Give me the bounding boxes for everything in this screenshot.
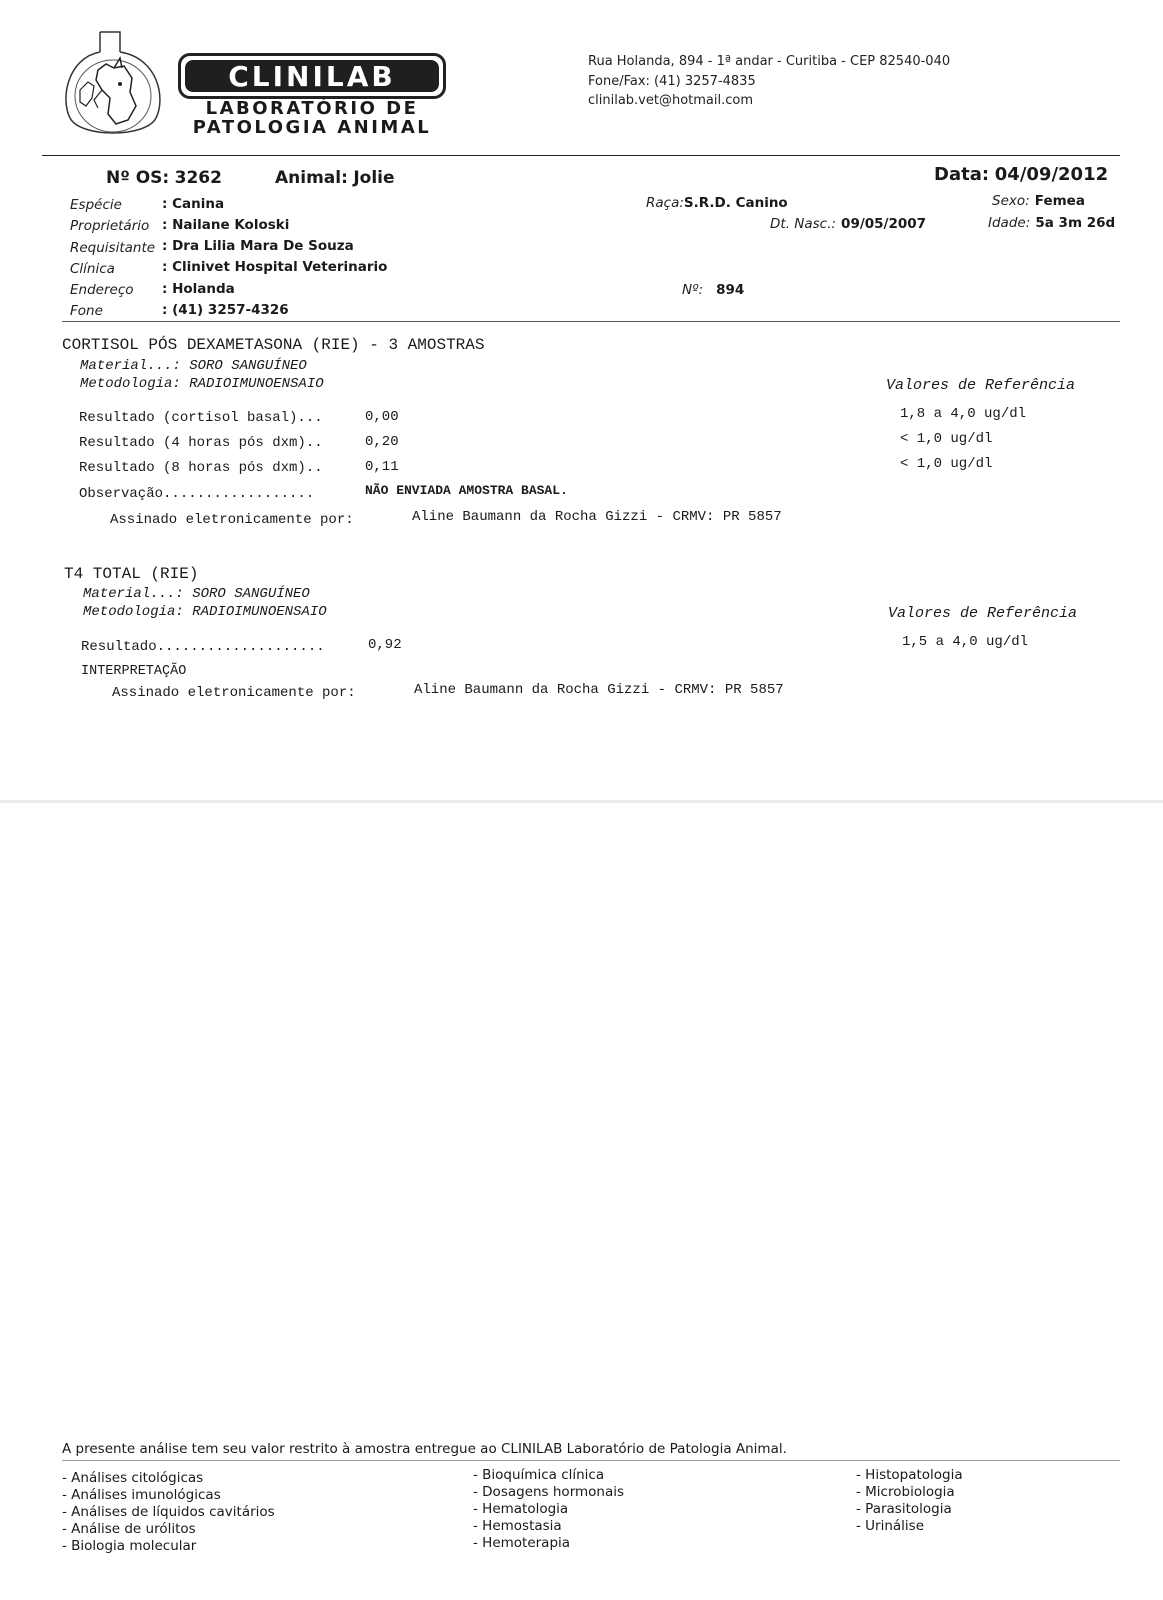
t4-result-ref: 1,5 a 4,0 ug/dl: [902, 634, 1029, 650]
lab-phone: Fone/Fax: (41) 3257-4835: [588, 74, 756, 89]
t4-signed-value: Aline Baumann da Rocha Gizzi - CRMV: PR 5857: [414, 682, 784, 698]
footer-service-item: - Hematologia: [473, 1501, 569, 1517]
clinilab-logo-badge: [178, 53, 446, 99]
footer-service-item: - Hemostasia: [473, 1518, 562, 1534]
raca-label: Raça:: [646, 195, 684, 211]
cortisol-row-basal-ref: 1,8 a 4,0 ug/dl: [900, 406, 1027, 422]
cortisol-row-basal-label: Resultado (cortisol basal)...: [79, 410, 323, 426]
footer-notice: A presente análise tem seu valor restrito à amostra entregue ao CLINILAB Laboratório de Patologia Animal.: [62, 1441, 787, 1457]
footer-service-item: - Bioquímica clínica: [473, 1467, 605, 1483]
t4-result-label: Resultado....................: [81, 639, 325, 655]
footer-divider: [62, 1460, 1120, 1461]
cortisol-row-8h-value: 0,11: [365, 459, 399, 475]
date-value: 04/09/2012: [994, 164, 1109, 185]
nasc-label: Dt. Nasc.:: [770, 216, 836, 232]
footer-service-item: - Análises imunológicas: [62, 1487, 221, 1503]
header-divider: [42, 155, 1120, 156]
field-fone-value: : (41) 3257-4326: [162, 302, 289, 318]
field-proprietario-value: : Nailane Koloski: [162, 217, 290, 233]
lab-address: Rua Holanda, 894 - 1ª andar - Curitiba - CEP 82540-040: [588, 54, 951, 69]
footer-service-item: - Dosagens hormonais: [473, 1484, 625, 1500]
cortisol-metodologia: Metodologia: RADIOIMUNOENSAIO: [80, 376, 324, 392]
logo-subtitle-line1: LABORATÓRIO DE: [205, 98, 419, 119]
numero-field: [682, 279, 744, 298]
footer-services-col3: [856, 1467, 963, 1535]
nasc-field: [770, 213, 926, 232]
cortisol-row-4h-value: 0,20: [365, 434, 399, 450]
clinilab-horse-emblem-icon: [58, 28, 168, 140]
field-proprietario-label: Proprietário: [70, 218, 150, 234]
os-label: Nº OS:: [106, 168, 170, 188]
footer-service-item: - Análises de líquidos cavitários: [62, 1504, 275, 1520]
cortisol-section-title: CORTISOL PÓS DEXAMETASONA (RIE) - 3 AMOSTRAS: [62, 336, 485, 354]
lab-email: clinilab.vet@hotmail.com: [588, 93, 754, 108]
idade-field: [988, 212, 1115, 231]
t4-section-title: T4 TOTAL (RIE): [64, 565, 199, 583]
animal-value: Jolie: [353, 168, 395, 188]
field-fone-label: Fone: [70, 303, 103, 319]
sexo-value: Femea: [1034, 193, 1085, 209]
field-requisitante-value: : Dra Lilia Mara De Souza: [162, 238, 354, 254]
field-especie-label: Espécie: [70, 197, 122, 213]
cortisol-row-4h-ref: < 1,0 ug/dl: [900, 431, 993, 447]
cortisol-observacao-label: Observação..................: [79, 486, 315, 502]
cortisol-row-8h-ref: < 1,0 ug/dl: [900, 456, 993, 472]
footer-service-item: - Parasitologia: [856, 1501, 952, 1517]
cortisol-reference-header: Valores de Referência: [886, 377, 1076, 394]
cortisol-signed-value: Aline Baumann da Rocha Gizzi - CRMV: PR 5857: [412, 509, 782, 525]
sexo-label: Sexo:: [992, 193, 1030, 209]
date-label: Data:: [934, 164, 990, 185]
footer-service-item: - Urinálise: [856, 1518, 925, 1534]
t4-result-value: 0,92: [368, 637, 402, 653]
t4-metodologia: Metodologia: RADIOIMUNOENSAIO: [83, 604, 327, 620]
cortisol-row-8h-label: Resultado (8 horas pós dxm)..: [79, 460, 323, 476]
cortisol-signed-label: Assinado eletronicamente por:: [110, 512, 354, 528]
numero-label: Nº:: [682, 282, 704, 298]
footer-service-item: - Análise de urólitos: [62, 1521, 196, 1537]
t4-signed-label: Assinado eletronicamente por:: [112, 685, 356, 701]
footer-service-item: - Microbiologia: [856, 1484, 955, 1500]
raca-field: [646, 192, 788, 211]
footer-services-col2: [473, 1467, 624, 1552]
cortisol-row-4h-label: Resultado (4 horas pós dxm)..: [79, 435, 323, 451]
cortisol-observacao-value: NÃO ENVIADA AMOSTRA BASAL.: [365, 483, 568, 498]
field-requisitante-label: Requisitante: [70, 240, 156, 256]
exam-date: [934, 164, 1108, 185]
animal-name: [275, 168, 395, 188]
footer-service-item: - Hemoterapia: [473, 1535, 571, 1551]
os-number: [106, 168, 222, 188]
idade-value: 5a 3m 26d: [1035, 215, 1116, 231]
t4-material: Material...: SORO SANGUÍNEO: [83, 586, 310, 602]
footer-service-item: - Histopatologia: [856, 1467, 963, 1483]
t4-reference-header: Valores de Referência: [888, 605, 1078, 622]
field-especie-value: : Canina: [162, 196, 225, 212]
field-clinica-label: Clínica: [70, 261, 115, 277]
field-endereco-label: Endereço: [70, 282, 134, 298]
nasc-value: 09/05/2007: [841, 216, 927, 232]
t4-interpretacao: INTERPRETAÇÃO: [81, 664, 187, 679]
animal-label: Animal:: [275, 168, 348, 188]
os-value: 3262: [174, 168, 222, 188]
logo-title: CLINILAB: [185, 60, 439, 92]
footer-services-col1: [62, 1470, 275, 1555]
patient-divider: [62, 321, 1120, 322]
scan-crease: [0, 800, 1163, 803]
cortisol-material: Material...: SORO SANGUÍNEO: [80, 358, 307, 374]
footer-service-item: - Análises citológicas: [62, 1470, 204, 1486]
sexo-field: [992, 190, 1085, 209]
raca-value: S.R.D. Canino: [683, 195, 788, 211]
idade-label: Idade:: [988, 215, 1031, 231]
logo-subtitle-line2: PATOLOGIA ANIMAL: [192, 117, 432, 138]
numero-value: 894: [716, 282, 745, 298]
field-clinica-value: : Clinivet Hospital Veterinario: [162, 259, 388, 275]
field-endereco-value: : Holanda: [162, 281, 235, 297]
cortisol-row-basal-value: 0,00: [365, 409, 399, 425]
footer-service-item: - Biologia molecular: [62, 1538, 197, 1554]
